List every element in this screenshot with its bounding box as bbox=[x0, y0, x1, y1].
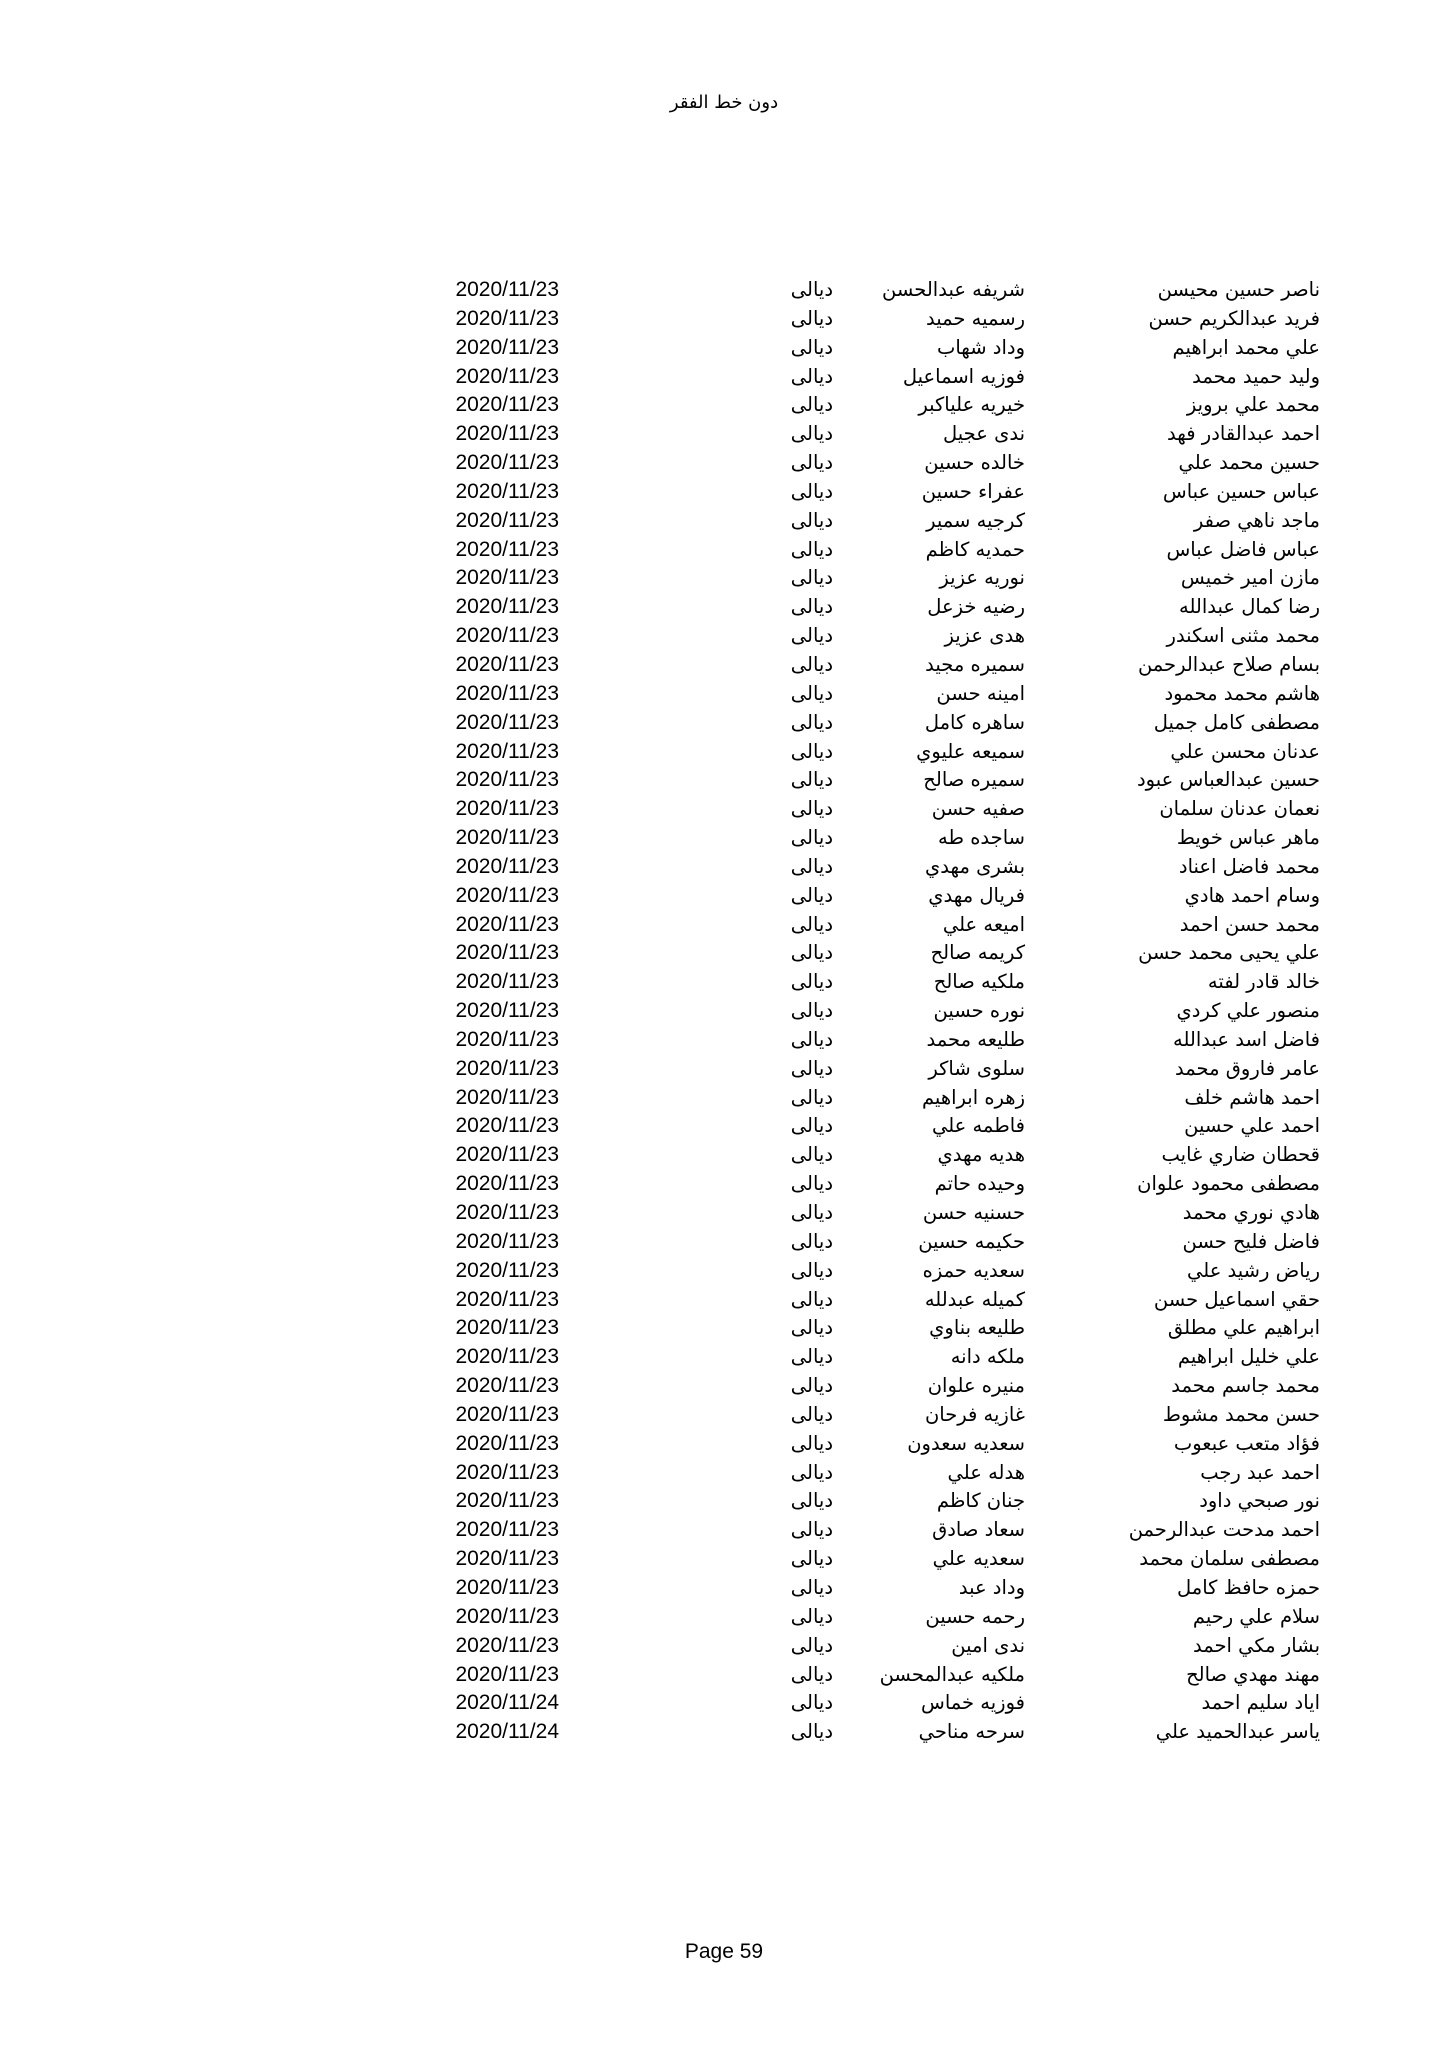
full-name-cell: حسين عبدالعباس عبود bbox=[1136, 768, 1320, 792]
mother-name-cell: نوره حسين bbox=[933, 999, 1025, 1023]
date-cell: 2020/11/23 bbox=[455, 1143, 559, 1167]
mother-name-cell: فوزيه خماس bbox=[921, 1691, 1025, 1715]
date-cell: 2020/11/23 bbox=[455, 1633, 559, 1657]
province-cell: ديالى bbox=[790, 941, 833, 965]
full-name-cell: فريد عبدالكريم حسن bbox=[1148, 306, 1320, 330]
province-cell: ديالى bbox=[790, 797, 833, 821]
table-row bbox=[0, 1084, 1448, 1113]
date-cell: 2020/11/23 bbox=[455, 1431, 559, 1455]
full-name-cell: نور صبحي داود bbox=[1199, 1489, 1320, 1513]
date-cell: 2020/11/23 bbox=[455, 797, 559, 821]
province-cell: ديالى bbox=[790, 537, 833, 561]
full-name-cell: عباس حسين عباس bbox=[1162, 479, 1320, 503]
mother-name-cell: حسنيه حسن bbox=[922, 1201, 1025, 1224]
province-cell: ديالى bbox=[790, 566, 833, 590]
date-cell: 2020/11/23 bbox=[455, 306, 559, 330]
full-name-cell: محمد جاسم محمد bbox=[1171, 1374, 1320, 1398]
mother-name-cell: كميله عبدلله bbox=[924, 1287, 1025, 1311]
date-cell: 2020/11/23 bbox=[455, 999, 559, 1023]
full-name-cell: مصطفى كامل جميل bbox=[1153, 710, 1320, 734]
table-row bbox=[0, 795, 1448, 824]
full-name-cell: رضا كمال عبدالله bbox=[1178, 595, 1320, 619]
full-name-cell: قحطان ضاري غايب bbox=[1161, 1143, 1320, 1167]
mother-name-cell: ندى عجيل bbox=[943, 422, 1025, 446]
province-cell: ديالى bbox=[790, 1201, 833, 1224]
date-cell: 2020/11/23 bbox=[455, 595, 559, 619]
province-cell: ديالى bbox=[790, 479, 833, 503]
full-name-cell: محمد علي برويز bbox=[1186, 393, 1320, 417]
full-name-cell: مهند مهدي صالح bbox=[1186, 1662, 1320, 1686]
mother-name-cell: غازيه فرحان bbox=[924, 1402, 1025, 1426]
table-row bbox=[0, 1689, 1448, 1718]
mother-name-cell: ندى امين bbox=[951, 1633, 1025, 1657]
mother-name-cell: طليعه بناوي bbox=[929, 1316, 1025, 1340]
mother-name-cell: وداد عبد bbox=[958, 1575, 1025, 1599]
table-row bbox=[0, 622, 1448, 651]
full-name-cell: بشار مكي احمد bbox=[1192, 1633, 1320, 1657]
table-row bbox=[0, 536, 1448, 565]
province-cell: ديالى bbox=[790, 451, 833, 475]
full-name-cell: حقي اسماعيل حسن bbox=[1153, 1287, 1320, 1311]
full-name-cell: علي خليل ابراهيم bbox=[1177, 1345, 1320, 1369]
province-cell: ديالى bbox=[790, 1431, 833, 1455]
table-row bbox=[0, 968, 1448, 997]
mother-name-cell: ساهره كامل bbox=[924, 710, 1025, 734]
full-name-cell: علي محمد ابراهيم bbox=[1172, 335, 1320, 359]
date-cell: 2020/11/23 bbox=[455, 278, 559, 301]
date-cell: 2020/11/23 bbox=[455, 768, 559, 792]
province-cell: ديالى bbox=[790, 1575, 833, 1599]
province-cell: ديالى bbox=[790, 1402, 833, 1426]
full-name-cell: هادي نوري محمد bbox=[1182, 1201, 1320, 1224]
province-cell: ديالى bbox=[790, 999, 833, 1023]
province-cell: ديالى bbox=[790, 422, 833, 446]
table-row bbox=[0, 738, 1448, 767]
full-name-cell: اياد سليم احمد bbox=[1201, 1691, 1320, 1715]
mother-name-cell: زهره ابراهيم bbox=[921, 1085, 1025, 1109]
table-row bbox=[0, 449, 1448, 478]
full-name-cell: حمزه حافظ كامل bbox=[1177, 1575, 1320, 1599]
table-row bbox=[0, 1487, 1448, 1516]
table-row bbox=[0, 507, 1448, 536]
full-name-cell: وسام احمد هادي bbox=[1184, 883, 1320, 907]
date-cell: 2020/11/23 bbox=[455, 479, 559, 503]
date-cell: 2020/11/23 bbox=[455, 1229, 559, 1253]
province-cell: ديالى bbox=[790, 1143, 833, 1167]
date-cell: 2020/11/23 bbox=[455, 451, 559, 475]
date-cell: 2020/11/23 bbox=[455, 1374, 559, 1398]
mother-name-cell: فريال مهدي bbox=[928, 883, 1025, 907]
province-cell: ديالى bbox=[790, 335, 833, 359]
table-row bbox=[0, 1199, 1448, 1228]
province-cell: ديالى bbox=[790, 1662, 833, 1686]
table-row bbox=[0, 824, 1448, 853]
province-cell: ديالى bbox=[790, 306, 833, 330]
province-cell: ديالى bbox=[790, 970, 833, 994]
date-cell: 2020/11/23 bbox=[455, 652, 559, 676]
date-cell: 2020/11/23 bbox=[455, 1518, 559, 1542]
province-cell: ديالى bbox=[790, 1374, 833, 1398]
full-name-cell: نعمان عدنان سلمان bbox=[1159, 797, 1320, 821]
table-row bbox=[0, 1401, 1448, 1430]
province-cell: ديالى bbox=[790, 1345, 833, 1369]
table-row bbox=[0, 1545, 1448, 1574]
date-cell: 2020/11/23 bbox=[455, 1604, 559, 1628]
full-name-cell: محمد فاضل اعناد bbox=[1178, 854, 1320, 878]
mother-name-cell: وحيده حاتم bbox=[934, 1172, 1025, 1196]
mother-name-cell: رحمه حسين bbox=[925, 1604, 1025, 1628]
mother-name-cell: رضيه خزعل bbox=[927, 595, 1025, 619]
table-row bbox=[0, 882, 1448, 911]
date-cell: 2020/11/23 bbox=[455, 1114, 559, 1138]
date-cell: 2020/11/23 bbox=[455, 1201, 559, 1224]
province-cell: ديالى bbox=[790, 1691, 833, 1715]
date-cell: 2020/11/23 bbox=[455, 1085, 559, 1109]
table-row bbox=[0, 997, 1448, 1026]
table-row bbox=[0, 1286, 1448, 1315]
table-row bbox=[0, 334, 1448, 363]
table-row bbox=[0, 1516, 1448, 1545]
mother-name-cell: جنان كاظم bbox=[936, 1489, 1025, 1513]
full-name-cell: عدنان محسن علي bbox=[1170, 739, 1320, 763]
date-cell: 2020/11/23 bbox=[455, 422, 559, 446]
mother-name-cell: ساجده طه bbox=[938, 826, 1025, 850]
date-cell: 2020/11/23 bbox=[455, 681, 559, 705]
full-name-cell: ابراهيم علي مطلق bbox=[1167, 1316, 1320, 1340]
mother-name-cell: سرحه مناحي bbox=[918, 1720, 1025, 1744]
mother-name-cell: سعديه علي bbox=[932, 1547, 1025, 1571]
page-header-title: دون خط الفقر bbox=[669, 92, 779, 113]
full-name-cell: عامر فاروق محمد bbox=[1175, 1056, 1320, 1080]
province-cell: ديالى bbox=[790, 393, 833, 417]
mother-name-cell: بشرى مهدي bbox=[925, 854, 1025, 878]
mother-name-cell: ملكيه عبدالمحسن bbox=[879, 1662, 1025, 1686]
full-name-cell: ماجد ناهي صفر bbox=[1193, 508, 1320, 532]
mother-name-cell: سعديه حمزه bbox=[922, 1258, 1025, 1282]
date-cell: 2020/11/23 bbox=[455, 941, 559, 965]
table-row bbox=[0, 420, 1448, 449]
province-cell: ديالى bbox=[790, 278, 833, 301]
full-name-cell: ناصر حسين محيسن bbox=[1157, 278, 1320, 301]
full-name-cell: مصطفى محمود علوان bbox=[1137, 1172, 1320, 1196]
table-row bbox=[0, 1603, 1448, 1632]
full-name-cell: ماهر عباس خويط bbox=[1176, 826, 1320, 850]
full-name-cell: هاشم محمد محمود bbox=[1164, 681, 1320, 705]
table-row bbox=[0, 911, 1448, 940]
province-cell: ديالى bbox=[790, 1518, 833, 1542]
province-cell: ديالى bbox=[790, 1547, 833, 1571]
mother-name-cell: حمديه كاظم bbox=[925, 537, 1025, 561]
table-row bbox=[0, 1574, 1448, 1603]
mother-name-cell: سميره صالح bbox=[923, 768, 1025, 792]
records-table bbox=[0, 276, 1448, 1747]
table-row bbox=[0, 651, 1448, 680]
full-name-cell: احمد هاشم خلف bbox=[1184, 1085, 1320, 1109]
full-name-cell: علي يحيى محمد حسن bbox=[1138, 941, 1320, 965]
province-cell: ديالى bbox=[790, 364, 833, 388]
full-name-cell: خالد قادر لفته bbox=[1207, 970, 1320, 994]
mother-name-cell: خالده حسين bbox=[924, 451, 1025, 475]
table-row bbox=[0, 564, 1448, 593]
full-name-cell: احمد مدحت عبدالرحمن bbox=[1128, 1518, 1320, 1542]
date-cell: 2020/11/23 bbox=[455, 537, 559, 561]
province-cell: ديالى bbox=[790, 883, 833, 907]
mother-name-cell: سعديه سعدون bbox=[907, 1431, 1025, 1455]
date-cell: 2020/11/23 bbox=[455, 1489, 559, 1513]
date-cell: 2020/11/23 bbox=[455, 1345, 559, 1369]
page-number: Page 59 bbox=[684, 1940, 764, 1963]
date-cell: 2020/11/23 bbox=[455, 508, 559, 532]
date-cell: 2020/11/23 bbox=[455, 1662, 559, 1686]
province-cell: ديالى bbox=[790, 1172, 833, 1196]
date-cell: 2020/11/24 bbox=[455, 1720, 559, 1744]
table-row bbox=[0, 1026, 1448, 1055]
full-name-cell: سلام علي رحيم bbox=[1192, 1604, 1320, 1628]
mother-name-cell: سلوى شاكر bbox=[928, 1056, 1025, 1080]
date-cell: 2020/11/23 bbox=[455, 1460, 559, 1484]
province-cell: ديالى bbox=[790, 1489, 833, 1513]
province-cell: ديالى bbox=[790, 739, 833, 763]
table-row bbox=[0, 1112, 1448, 1141]
table-row bbox=[0, 478, 1448, 507]
full-name-cell: محمد مثنى اسكندر bbox=[1166, 624, 1320, 648]
table-row bbox=[0, 593, 1448, 622]
date-cell: 2020/11/23 bbox=[455, 566, 559, 590]
full-name-cell: احمد عبد رجب bbox=[1200, 1460, 1320, 1484]
table-row bbox=[0, 1343, 1448, 1372]
full-name-cell: مصطفى سلمان محمد bbox=[1139, 1547, 1320, 1571]
full-name-cell: مازن امير خميس bbox=[1180, 566, 1320, 590]
mother-name-cell: سميعه عليوي bbox=[916, 739, 1025, 763]
mother-name-cell: هديه مهدي bbox=[937, 1143, 1025, 1167]
province-cell: ديالى bbox=[790, 652, 833, 676]
mother-name-cell: فاطمه علي bbox=[931, 1114, 1025, 1138]
province-cell: ديالى bbox=[790, 1633, 833, 1657]
mother-name-cell: حكيمه حسين bbox=[918, 1229, 1025, 1253]
mother-name-cell: منيره علوان bbox=[927, 1374, 1025, 1398]
mother-name-cell: طليعه محمد bbox=[926, 1027, 1025, 1051]
province-cell: ديالى bbox=[790, 1258, 833, 1282]
mother-name-cell: شريفه عبدالحسن bbox=[882, 278, 1025, 301]
mother-name-cell: رسميه حميد bbox=[925, 306, 1025, 330]
full-name-cell: بسام صلاح عبدالرحمن bbox=[1137, 652, 1320, 676]
date-cell: 2020/11/23 bbox=[455, 364, 559, 388]
date-cell: 2020/11/23 bbox=[455, 624, 559, 648]
province-cell: ديالى bbox=[790, 1027, 833, 1051]
mother-name-cell: سعاد صادق bbox=[932, 1518, 1025, 1542]
province-cell: ديالى bbox=[790, 595, 833, 619]
mother-name-cell: كريمه صالح bbox=[930, 941, 1025, 965]
province-cell: ديالى bbox=[790, 1114, 833, 1138]
mother-name-cell: اميعه علي bbox=[942, 912, 1025, 936]
table-row bbox=[0, 1228, 1448, 1257]
province-cell: ديالى bbox=[790, 1085, 833, 1109]
mother-name-cell: هدله علي bbox=[947, 1460, 1025, 1484]
province-cell: ديالى bbox=[790, 1056, 833, 1080]
province-cell: ديالى bbox=[790, 710, 833, 734]
date-cell: 2020/11/23 bbox=[455, 1575, 559, 1599]
table-row bbox=[0, 363, 1448, 392]
full-name-cell: حسن محمد مشوط bbox=[1162, 1402, 1320, 1426]
full-name-cell: ياسر عبدالحميد علي bbox=[1155, 1720, 1320, 1744]
full-name-cell: فاضل اسد عبدالله bbox=[1172, 1027, 1320, 1051]
full-name-cell: احمد عبدالقادر فهد bbox=[1167, 422, 1320, 446]
date-cell: 2020/11/24 bbox=[455, 1691, 559, 1715]
full-name-cell: حسين محمد علي bbox=[1178, 451, 1320, 475]
mother-name-cell: عفراء حسين bbox=[921, 479, 1025, 503]
province-cell: ديالى bbox=[790, 826, 833, 850]
table-row bbox=[0, 1372, 1448, 1401]
table-row bbox=[0, 1257, 1448, 1286]
full-name-cell: منصور علي كردي bbox=[1176, 999, 1320, 1023]
date-cell: 2020/11/23 bbox=[455, 912, 559, 936]
table-row bbox=[0, 766, 1448, 795]
date-cell: 2020/11/23 bbox=[455, 1258, 559, 1282]
province-cell: ديالى bbox=[790, 1460, 833, 1484]
province-cell: ديالى bbox=[790, 1229, 833, 1253]
full-name-cell: فؤاد متعب عبعوب bbox=[1173, 1431, 1320, 1455]
mother-name-cell: ملكه دانه bbox=[950, 1345, 1025, 1369]
table-row bbox=[0, 391, 1448, 420]
date-cell: 2020/11/23 bbox=[455, 739, 559, 763]
mother-name-cell: فوزيه اسماعيل bbox=[902, 364, 1025, 388]
full-name-cell: عباس فاضل عباس bbox=[1166, 537, 1320, 561]
mother-name-cell: هدى عزيز bbox=[944, 624, 1025, 648]
mother-name-cell: صفيه حسن bbox=[931, 797, 1025, 821]
table-row bbox=[0, 305, 1448, 334]
province-cell: ديالى bbox=[790, 854, 833, 878]
date-cell: 2020/11/23 bbox=[455, 1547, 559, 1571]
date-cell: 2020/11/23 bbox=[455, 970, 559, 994]
mother-name-cell: خيريه علياكبر bbox=[918, 393, 1025, 417]
date-cell: 2020/11/23 bbox=[455, 335, 559, 359]
table-row bbox=[0, 709, 1448, 738]
table-row bbox=[0, 680, 1448, 709]
mother-name-cell: نوريه عزيز bbox=[939, 566, 1025, 590]
mother-name-cell: امينه حسن bbox=[936, 681, 1025, 705]
table-row bbox=[0, 276, 1448, 305]
mother-name-cell: كرجيه سمير bbox=[926, 508, 1025, 532]
table-row bbox=[0, 1661, 1448, 1690]
date-cell: 2020/11/23 bbox=[455, 1287, 559, 1311]
date-cell: 2020/11/23 bbox=[455, 1172, 559, 1196]
province-cell: ديالى bbox=[790, 1316, 833, 1340]
date-cell: 2020/11/23 bbox=[455, 883, 559, 907]
table-row bbox=[0, 1314, 1448, 1343]
full-name-cell: محمد حسن احمد bbox=[1179, 912, 1320, 936]
province-cell: ديالى bbox=[790, 681, 833, 705]
date-cell: 2020/11/23 bbox=[455, 826, 559, 850]
full-name-cell: احمد علي حسين bbox=[1184, 1114, 1320, 1138]
date-cell: 2020/11/23 bbox=[455, 710, 559, 734]
table-row bbox=[0, 1430, 1448, 1459]
table-row bbox=[0, 1055, 1448, 1084]
table-row bbox=[0, 853, 1448, 882]
date-cell: 2020/11/23 bbox=[455, 1402, 559, 1426]
date-cell: 2020/11/23 bbox=[455, 1027, 559, 1051]
full-name-cell: وليد حميد محمد bbox=[1192, 364, 1320, 388]
province-cell: ديالى bbox=[790, 912, 833, 936]
province-cell: ديالى bbox=[790, 768, 833, 792]
mother-name-cell: ملكيه صالح bbox=[933, 970, 1025, 994]
mother-name-cell: وداد شهاب bbox=[936, 335, 1025, 359]
province-cell: ديالى bbox=[790, 624, 833, 648]
full-name-cell: رياض رشيد علي bbox=[1187, 1258, 1320, 1282]
province-cell: ديالى bbox=[790, 508, 833, 532]
date-cell: 2020/11/23 bbox=[455, 1316, 559, 1340]
table-row bbox=[0, 1170, 1448, 1199]
full-name-cell: فاضل فليح حسن bbox=[1182, 1229, 1320, 1253]
table-row bbox=[0, 1141, 1448, 1170]
table-row bbox=[0, 939, 1448, 968]
date-cell: 2020/11/23 bbox=[455, 1056, 559, 1080]
province-cell: ديالى bbox=[790, 1604, 833, 1628]
table-row bbox=[0, 1718, 1448, 1747]
date-cell: 2020/11/23 bbox=[455, 393, 559, 417]
table-row bbox=[0, 1632, 1448, 1661]
date-cell: 2020/11/23 bbox=[455, 854, 559, 878]
table-row bbox=[0, 1459, 1448, 1488]
province-cell: ديالى bbox=[790, 1720, 833, 1744]
mother-name-cell: سميره مجيد bbox=[925, 652, 1025, 676]
province-cell: ديالى bbox=[790, 1287, 833, 1311]
